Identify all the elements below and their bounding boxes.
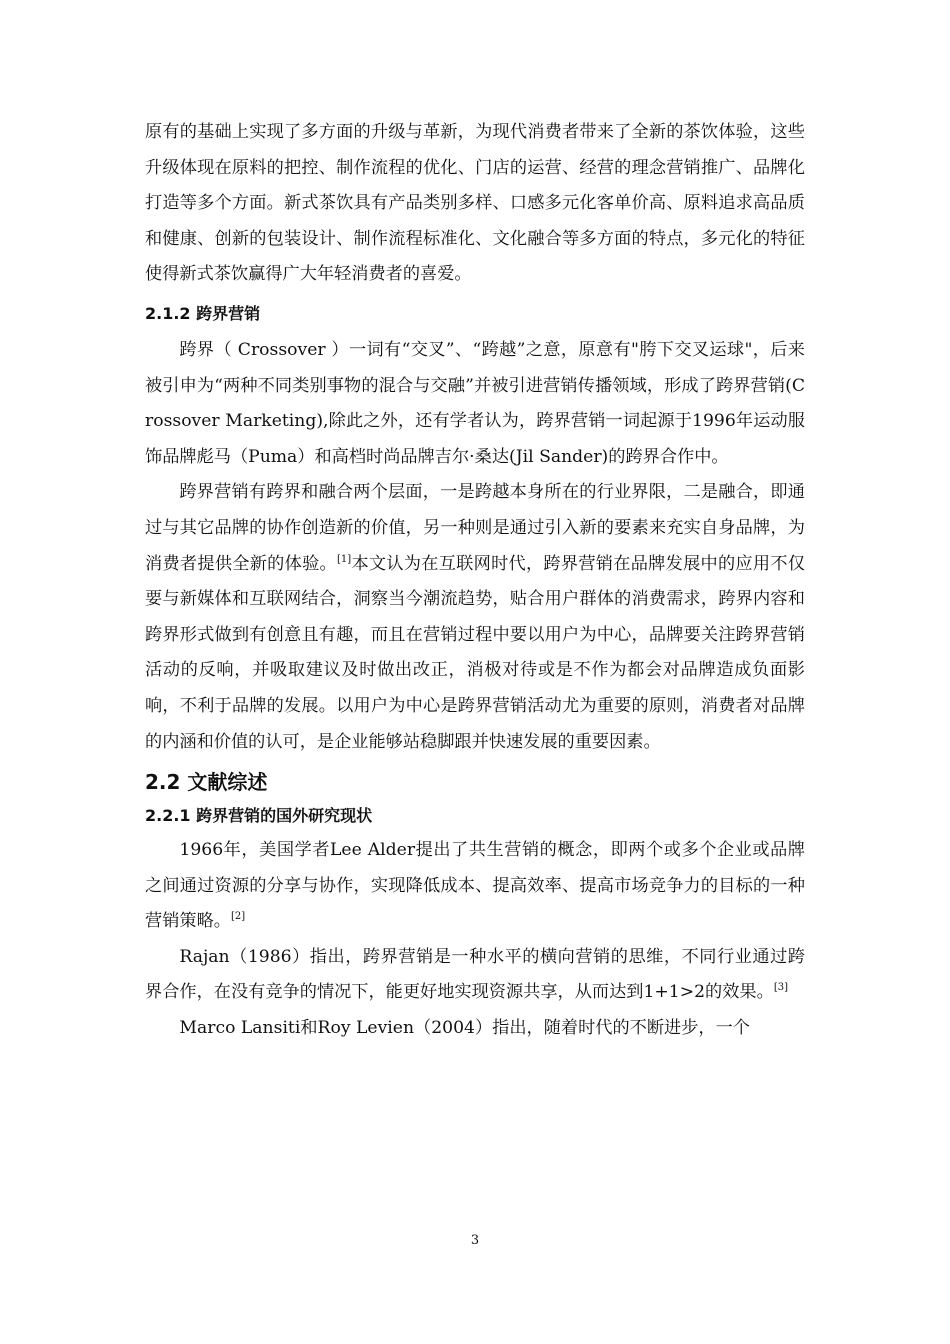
- intro-paragraph: 原有的基础上实现了多方面的升级与革新，为现代消费者带来了全新的茶饮体验，这些升级体现在原料的把控、制作流程的优化、门店的运营、经营的理念营销推广、品牌化打造等多个方面。新式茶饮具有产品类别多样、口感多元化客单价高、原料追求高品质和健康、创新的包装设计、制作流程标准化、文化融合等多方面的特点，多元化的特征使得新式茶饮赢得广大年轻消费者的喜爱。: [145, 122, 805, 285]
- lansiti-paragraph: Marco Lansiti和Roy Levien（2004）指出，随着时代的不断进步，一个: [179, 1018, 750, 1039]
- symbiotic-marketing-paragraph: [145, 833, 805, 940]
- paragraph-text: Rajan（1986）指出，跨界营销是一种水平的横向营销的思维，不同行业通过跨界合作，在没有竞争的情况下，能更好地实现资源共享，从而达到1+1>2的效果。: [145, 946, 805, 1003]
- paragraph-text: 本文认为在互联网时代，跨界营销在品牌发展中的应用不仅要与新媒体和互联网结合，洞察当今潮流趋势，贴合用户群体的消费需求，跨界内容和跨界形式做到有创意且有趣，而且在营销过程中要以用户为中心，品牌要关注跨界营销活动的反响，并吸取建议及时做出改正，消极对待或是不作为都会对品牌造成负面影响，不利于品牌的发展。以用户为中心是跨界营销活动尤为重要的原则，消费者对品牌的内涵和价值的认可，是企业能够站稳脚跟并快速发展的重要因素。: [145, 553, 805, 752]
- citation-3: [3]: [773, 982, 788, 994]
- citation-2: [2]: [230, 911, 246, 923]
- crossover-layers-paragraph: [145, 475, 805, 760]
- page-content: [145, 115, 805, 1047]
- heading-2-2: 2.2 文献综述: [145, 770, 268, 795]
- paragraph-text: 跨界营销有跨界和融合两个层面，一是跨越本身所在的行业界限，二是融合，即通过与其它品牌的协作创造新的价值，另一种则是通过引入新的要素来充实自身品牌，为消费者提供全新的体验。: [145, 482, 805, 574]
- heading-2-1-2: 2.1.2 跨界营销: [145, 303, 261, 323]
- citation-1: [1]: [337, 553, 352, 565]
- crossover-definition-paragraph: 跨界（ Crossover ）一词有“交叉”、“跨越”之意，原意有"胯下交叉运球"，后来被引申为“两种不同类别事物的混合与交融”并被引进营销传播领域，形成了跨界营销(Crossover Marketing),除此之外，还有学者认为，跨界营销一词起源于1996年运动服饰品牌彪马（Puma）和高档时尚品牌吉尔·桑达(Jil Sander)的跨界合作中。: [145, 339, 805, 467]
- page-number: 3: [470, 1233, 480, 1248]
- paragraph-text: 1966年，美国学者Lee Alder提出了共生营销的概念，即两个或多个企业或品牌之间通过资源的分享与协作，实现降低成本、提高效率、提高市场竞争力的目标的一种营销策略。: [145, 840, 805, 932]
- heading-2-2-1: 2.2.1 跨界营销的国外研究现状: [145, 806, 373, 826]
- rajan-paragraph: [145, 940, 805, 1011]
